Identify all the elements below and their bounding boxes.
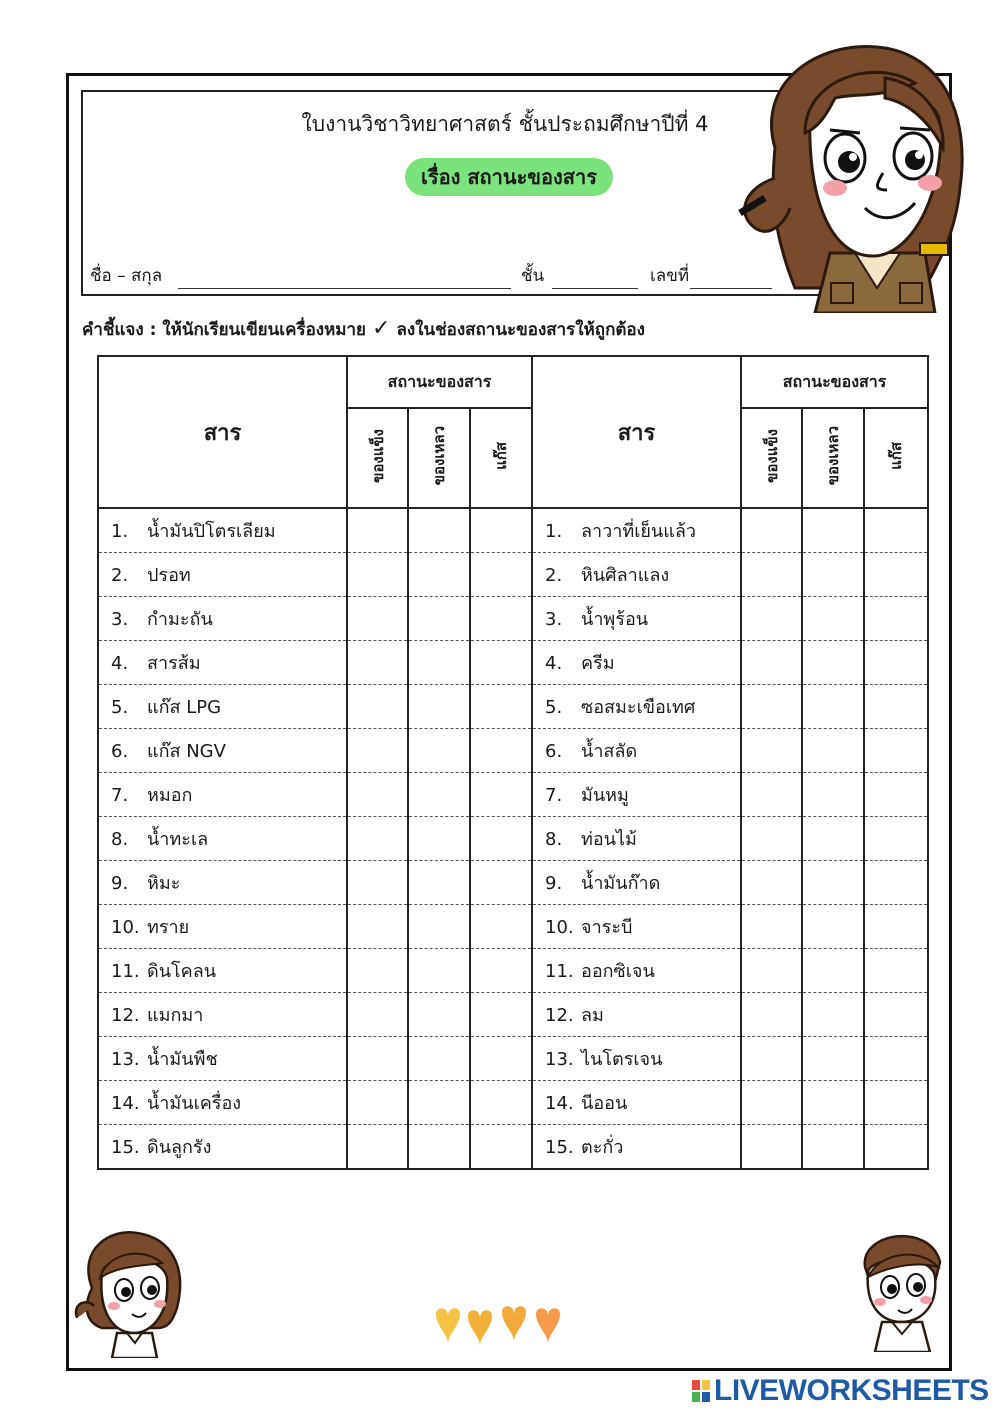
- gas-answer-cell-left[interactable]: [470, 597, 532, 641]
- substance-state-table: [97, 355, 929, 1170]
- gas-answer-cell-right[interactable]: [864, 1125, 928, 1170]
- table-row: [98, 861, 928, 905]
- item-number: 2.: [111, 565, 129, 586]
- solid-answer-cell-left[interactable]: [347, 641, 408, 685]
- gas-answer-cell-left[interactable]: [470, 1125, 532, 1170]
- gas-answer-cell-left[interactable]: [470, 685, 532, 729]
- item-number: 8.: [545, 829, 563, 850]
- item-number: 6.: [111, 741, 129, 762]
- substance-cell-left: [98, 1125, 347, 1170]
- substance-name: แก๊ส NGV: [147, 741, 226, 762]
- solid-answer-cell-left[interactable]: [347, 597, 408, 641]
- liquid-answer-cell-left[interactable]: [408, 1081, 470, 1125]
- item-number: 7.: [545, 785, 563, 806]
- liquid-answer-cell-right[interactable]: [802, 508, 864, 553]
- solid-answer-cell-right[interactable]: [741, 597, 802, 641]
- liquid-answer-cell-left[interactable]: [408, 508, 470, 553]
- table-row: [98, 553, 928, 597]
- solid-answer-cell-right[interactable]: [741, 1081, 802, 1125]
- substance-cell-right: [532, 685, 741, 729]
- liquid-answer-cell-left[interactable]: [408, 729, 470, 773]
- liquid-answer-cell-left[interactable]: [408, 861, 470, 905]
- solid-answer-cell-right[interactable]: [741, 508, 802, 553]
- solid-answer-cell-right[interactable]: [741, 1125, 802, 1170]
- gas-answer-cell-right[interactable]: [864, 1081, 928, 1125]
- liquid-answer-cell-left[interactable]: [408, 1125, 470, 1170]
- substance-name: ทราย: [147, 917, 190, 938]
- gas-answer-cell-right[interactable]: [864, 641, 928, 685]
- solid-answer-cell-left[interactable]: [347, 1037, 408, 1081]
- item-number: 3.: [111, 609, 129, 630]
- table-row: [98, 1037, 928, 1081]
- item-number: 3.: [545, 609, 563, 630]
- liquid-answer-cell-left[interactable]: [408, 817, 470, 861]
- solid-answer-cell-left[interactable]: [347, 993, 408, 1037]
- item-number: 10.: [111, 917, 140, 938]
- substance-name: ครีม: [581, 653, 615, 674]
- instruction-text-before: คำชี้แจง : ให้นักเรียนเขียนเครื่องหมาย: [82, 320, 367, 340]
- substance-cell-right: [532, 817, 741, 861]
- item-number: 1.: [111, 521, 129, 542]
- gas-answer-cell-left[interactable]: [470, 553, 532, 597]
- liquid-answer-cell-left[interactable]: [408, 685, 470, 729]
- solid-answer-cell-right[interactable]: [741, 993, 802, 1037]
- substance-name: ดินโคลน: [147, 961, 217, 982]
- solid-answer-cell-right[interactable]: [741, 685, 802, 729]
- gas-column-header-right: แก๊ส: [864, 408, 928, 508]
- table-row: [98, 905, 928, 949]
- solid-answer-cell-left[interactable]: [347, 905, 408, 949]
- substance-name: ดินลูกรัง: [147, 1137, 212, 1158]
- gas-answer-cell-left[interactable]: [470, 993, 532, 1037]
- solid-answer-cell-right[interactable]: [741, 729, 802, 773]
- substance-cell-right: [532, 773, 741, 817]
- solid-answer-cell-left[interactable]: [347, 1081, 408, 1125]
- liquid-answer-cell-right[interactable]: [802, 773, 864, 817]
- substance-cell-right: [532, 508, 741, 553]
- table-row: [98, 1125, 928, 1170]
- item-number: 4.: [545, 653, 563, 674]
- substance-cell-right: [532, 993, 741, 1037]
- heart-icon: [502, 1306, 526, 1342]
- solid-answer-cell-right[interactable]: [741, 905, 802, 949]
- substance-name: น้ำมันพืช: [147, 1049, 218, 1070]
- liquid-answer-cell-left[interactable]: [408, 993, 470, 1037]
- gas-answer-cell-left[interactable]: [470, 508, 532, 553]
- substance-cell-left: [98, 641, 347, 685]
- item-number: 4.: [111, 653, 129, 674]
- item-number: 12.: [111, 1005, 140, 1026]
- liquid-answer-cell-left[interactable]: [408, 641, 470, 685]
- item-number: 11.: [111, 961, 140, 982]
- substance-name: ท่อนไม้: [581, 829, 637, 850]
- solid-answer-cell-right[interactable]: [741, 1037, 802, 1081]
- heart-icon: [536, 1308, 560, 1344]
- liquid-answer-cell-right[interactable]: [802, 949, 864, 993]
- substance-name: หิมะ: [147, 873, 181, 894]
- liquid-answer-cell-right[interactable]: [802, 597, 864, 641]
- solid-answer-cell-left[interactable]: [347, 949, 408, 993]
- substance-name: นีออน: [581, 1093, 628, 1114]
- item-number: 15.: [545, 1137, 574, 1158]
- item-number: 15.: [111, 1137, 140, 1158]
- liquid-answer-cell-left[interactable]: [408, 905, 470, 949]
- substance-cell-left: [98, 817, 347, 861]
- solid-answer-cell-left[interactable]: [347, 553, 408, 597]
- table-row: [98, 773, 928, 817]
- substance-cell-right: [532, 861, 741, 905]
- instruction: [82, 316, 645, 343]
- liquid-column-header-left: ของเหลว: [408, 408, 470, 508]
- substance-name: ลม: [581, 1005, 604, 1026]
- table-row: [98, 1081, 928, 1125]
- substance-name: ไนโตรเจน: [581, 1049, 663, 1070]
- gas-answer-cell-left[interactable]: [470, 729, 532, 773]
- substance-name: น้ำสลัด: [581, 741, 638, 762]
- substance-cell-right: [532, 553, 741, 597]
- heart-icon: [468, 1310, 492, 1346]
- table-row: [98, 949, 928, 993]
- topic-badge: เรื่อง สถานะของสาร: [405, 158, 613, 196]
- item-number: 14.: [545, 1093, 574, 1114]
- solid-answer-cell-right[interactable]: [741, 861, 802, 905]
- solid-answer-cell-left[interactable]: [347, 773, 408, 817]
- gas-answer-cell-left[interactable]: [470, 861, 532, 905]
- item-number: 9.: [545, 873, 563, 894]
- substance-name: น้ำพุร้อน: [581, 609, 649, 630]
- substance-name: น้ำมันก๊าด: [581, 873, 661, 894]
- number-label: เลขที่: [650, 266, 690, 286]
- substance-name: น้ำมันเครื่อง: [147, 1093, 242, 1114]
- substance-name: หินศิลาแลง: [581, 565, 670, 586]
- substance-name: กำมะถัน: [147, 609, 213, 630]
- substance-name: ออกซิเจน: [581, 961, 655, 982]
- table-row: [98, 685, 928, 729]
- worksheet-title: ใบงานวิชาวิทยาศาสตร์ ชั้นประถมศึกษาปีที่ 4: [301, 112, 709, 136]
- gas-answer-cell-left[interactable]: [470, 641, 532, 685]
- gas-answer-cell-right[interactable]: [864, 729, 928, 773]
- substance-cell-left: [98, 553, 347, 597]
- item-number: 13.: [111, 1049, 140, 1070]
- substance-cell-left: [98, 949, 347, 993]
- solid-answer-cell-right[interactable]: [741, 773, 802, 817]
- substance-name: หมอก: [147, 785, 193, 806]
- substance-cell-left: [98, 905, 347, 949]
- solid-column-header-left: ของแข็ง: [347, 408, 408, 508]
- liquid-answer-cell-right[interactable]: [802, 905, 864, 949]
- substance-cell-right: [532, 1037, 741, 1081]
- boy-student-illustration: [850, 1222, 950, 1352]
- class-label: ชั้น: [521, 266, 545, 286]
- liquid-answer-cell-left[interactable]: [408, 553, 470, 597]
- solid-answer-cell-left[interactable]: [347, 861, 408, 905]
- item-number: 14.: [111, 1093, 140, 1114]
- solid-column-header-right: ของแข็ง: [741, 408, 802, 508]
- substance-cell-left: [98, 993, 347, 1037]
- liquid-answer-cell-right[interactable]: [802, 993, 864, 1037]
- substance-cell-left: [98, 773, 347, 817]
- substance-cell-right: [532, 641, 741, 685]
- name-label: ชื่อ – สกุล: [90, 266, 163, 286]
- girl-student-illustration: [72, 1228, 192, 1358]
- solid-answer-cell-right[interactable]: [741, 817, 802, 861]
- substance-name: มันหมู: [581, 785, 629, 806]
- substance-header-left: สาร: [98, 356, 347, 508]
- liquid-answer-cell-left[interactable]: [408, 949, 470, 993]
- substance-name: สารส้ม: [147, 653, 201, 674]
- gas-answer-cell-right[interactable]: [864, 993, 928, 1037]
- teacher-illustration: [735, 38, 975, 313]
- item-number: 11.: [545, 961, 574, 982]
- state-group-header-left: สถานะของสาร: [347, 356, 532, 408]
- liquid-answer-cell-right[interactable]: [802, 685, 864, 729]
- substance-cell-left: [98, 729, 347, 773]
- solid-answer-cell-right[interactable]: [741, 553, 802, 597]
- gas-answer-cell-right[interactable]: [864, 949, 928, 993]
- substance-name: ตะกั่ว: [581, 1137, 624, 1158]
- liquid-answer-cell-right[interactable]: [802, 817, 864, 861]
- table-row: [98, 993, 928, 1037]
- substance-cell-right: [532, 597, 741, 641]
- gas-answer-cell-right[interactable]: [864, 685, 928, 729]
- item-number: 12.: [545, 1005, 574, 1026]
- substance-cell-left: [98, 861, 347, 905]
- solid-answer-cell-left[interactable]: [347, 817, 408, 861]
- item-number: 1.: [545, 521, 563, 542]
- gas-answer-cell-left[interactable]: [470, 1037, 532, 1081]
- substance-cell-right: [532, 1125, 741, 1170]
- gas-answer-cell-right[interactable]: [864, 817, 928, 861]
- item-number: 5.: [111, 697, 129, 718]
- item-number: 13.: [545, 1049, 574, 1070]
- checkmark-icon: ✓: [372, 316, 391, 341]
- item-number: 5.: [545, 697, 563, 718]
- liquid-answer-cell-right[interactable]: [802, 641, 864, 685]
- gas-answer-cell-left[interactable]: [470, 817, 532, 861]
- solid-answer-cell-right[interactable]: [741, 949, 802, 993]
- liveworksheets-logo-text: LIVEWORKSHEETS: [714, 1374, 989, 1407]
- table-row: [98, 508, 928, 553]
- item-number: 8.: [111, 829, 129, 850]
- solid-answer-cell-left[interactable]: [347, 729, 408, 773]
- gas-answer-cell-left[interactable]: [470, 949, 532, 993]
- hearts-decoration: [428, 1302, 578, 1352]
- gas-answer-cell-left[interactable]: [470, 905, 532, 949]
- solid-answer-cell-left[interactable]: [347, 1125, 408, 1170]
- gas-answer-cell-right[interactable]: [864, 905, 928, 949]
- liquid-answer-cell-right[interactable]: [802, 1081, 864, 1125]
- substance-header-right: สาร: [532, 356, 741, 508]
- substance-cell-left: [98, 508, 347, 553]
- gas-answer-cell-right[interactable]: [864, 508, 928, 553]
- liquid-answer-cell-right[interactable]: [802, 1037, 864, 1081]
- liquid-answer-cell-right[interactable]: [802, 1125, 864, 1170]
- liquid-answer-cell-left[interactable]: [408, 1037, 470, 1081]
- item-number: 9.: [111, 873, 129, 894]
- solid-answer-cell-right[interactable]: [741, 641, 802, 685]
- solid-answer-cell-left[interactable]: [347, 508, 408, 553]
- item-number: 7.: [111, 785, 129, 806]
- substance-name: น้ำมันปิโตรเลียม: [147, 521, 276, 542]
- item-number: 6.: [545, 741, 563, 762]
- gas-answer-cell-left[interactable]: [470, 773, 532, 817]
- substance-cell-right: [532, 949, 741, 993]
- state-group-header-right: สถานะของสาร: [741, 356, 928, 408]
- liveworksheets-logo-icon: [692, 1380, 710, 1402]
- substance-name: น้ำทะเล: [147, 829, 209, 850]
- liquid-answer-cell-left[interactable]: [408, 773, 470, 817]
- item-number: 2.: [545, 565, 563, 586]
- liquid-column-header-right: ของเหลว: [802, 408, 864, 508]
- substance-name: แก๊ส LPG: [147, 697, 222, 718]
- gas-answer-cell-right[interactable]: [864, 861, 928, 905]
- heart-icon: [436, 1308, 460, 1344]
- gas-answer-cell-right[interactable]: [864, 553, 928, 597]
- substance-name: จาระบี: [581, 917, 633, 938]
- substance-name: ลาวาที่เย็นแล้ว: [581, 521, 696, 542]
- substance-cell-left: [98, 597, 347, 641]
- table-row: [98, 817, 928, 861]
- substance-cell-right: [532, 1081, 741, 1125]
- substance-cell-left: [98, 1081, 347, 1125]
- gas-answer-cell-left[interactable]: [470, 1081, 532, 1125]
- gas-answer-cell-right[interactable]: [864, 773, 928, 817]
- name-field[interactable]: [178, 288, 511, 289]
- liquid-answer-cell-left[interactable]: [408, 597, 470, 641]
- substance-name: ปรอท: [147, 565, 191, 586]
- liquid-answer-cell-right[interactable]: [802, 861, 864, 905]
- gas-answer-cell-right[interactable]: [864, 597, 928, 641]
- item-number: 10.: [545, 917, 574, 938]
- table-row: [98, 597, 928, 641]
- solid-answer-cell-left[interactable]: [347, 685, 408, 729]
- instruction-text-after: ลงในช่องสถานะของสารให้ถูกต้อง: [396, 320, 645, 340]
- substance-name: แมกมา: [147, 1005, 204, 1026]
- substance-cell-left: [98, 1037, 347, 1081]
- gas-answer-cell-right[interactable]: [864, 1037, 928, 1081]
- liquid-answer-cell-right[interactable]: [802, 729, 864, 773]
- substance-name: ซอสมะเขือเทศ: [581, 697, 696, 718]
- liveworksheets-logo: [692, 1374, 989, 1408]
- substance-cell-right: [532, 905, 741, 949]
- class-field[interactable]: [552, 288, 638, 289]
- table-row: [98, 641, 928, 685]
- table-row: [98, 729, 928, 773]
- substance-cell-left: [98, 685, 347, 729]
- liquid-answer-cell-right[interactable]: [802, 553, 864, 597]
- gas-column-header-left: แก๊ส: [470, 408, 532, 508]
- substance-cell-right: [532, 729, 741, 773]
